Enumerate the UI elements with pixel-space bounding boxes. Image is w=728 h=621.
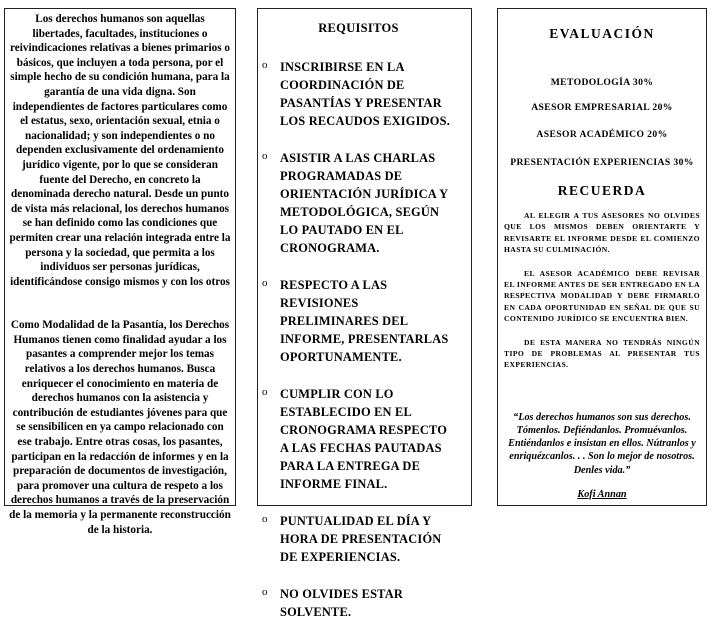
requirement-text: ASISTIR A LAS CHARLAS PROGRAMADAS DE ORIENTACIÓN JURÍDICA Y METODOLÓGICA, SEGÚN LO PAUTADO EN EL CRONOGRAMA. [280,151,448,255]
requirement-item [258,385,471,493]
left-panel [4,8,236,536]
requirement-item [258,276,471,366]
author-name: Kofi Annan [577,488,627,500]
remember-paragraph: DE ESTA MANERA NO TENDRÁS NINGÚN TIPO DE PROBLEMAS AL PRESENTAR TUS EXPERIENCIAS. [504,337,700,370]
remember-title: RECUERDA [557,183,647,198]
evaluation-item: METODOLOGÍA 30% [550,77,654,88]
bullet-icon: o [262,386,268,398]
requirement-item [258,512,471,566]
requirement-item [258,585,471,621]
requirement-text: RESPECTO A LAS REVISIONES PRELIMINARES DEL INFORME, PRESENTARLAS OPORTUNAMENTE. [280,278,449,364]
requirements-list [258,58,471,621]
requirement-text: PUNTUALIDAD EL DÍA Y HORA DE PRESENTACIÓN DE EXPERIENCIAS. [280,514,442,564]
requirement-text: INSCRIBIRSE EN LA COORDINACIÓN DE PASANTÍAS Y PRESENTAR LOS RECAUDOS EXIGIDOS. [280,60,450,128]
quote-author [498,489,706,500]
bullet-icon: o [262,277,268,289]
bullet-icon: o [262,586,268,598]
middle-panel [257,8,472,619]
requirement-item [258,149,471,257]
evaluation-item: ASESOR EMPRESARIAL 20% [531,102,673,113]
requirement-text: CUMPLIR CON LO ESTABLECIDO EN EL CRONOGRAMA RESPECTO A LAS FECHAS PAUTADAS PARA LA ENTREGA DE INFORME FINAL. [280,387,448,491]
evaluation-item: PRESENTACIÓN EXPERIENCIAS 30% [510,157,694,168]
right-panel [497,8,707,506]
bullet-icon: o [262,59,268,71]
evaluation-item: ASESOR ACADÉMICO 20% [536,129,668,140]
bullet-icon: o [262,150,268,162]
remember-paragraph: EL ASESOR ACADÉMICO DEBE REVISAR EL INFORME ANTES DE SER ENTREGADO EN LA RESPECTIVA MODALIDAD Y DEBE FIRMARLO EN CADA OPORTUNIDAD EN SEÑAL DE QUE SU CONTENIDO JURÍDICO SE ENCUENTRA BIEN. [504,268,700,324]
bullet-icon: o [262,513,268,525]
remember-paragraph: AL ELEGIR A TUS ASESORES NO OLVIDES QUE LOS MISMOS DEBEN ORIENTARTE Y REVISARTE EL INFORME DESDE EL COMIENZO HASTA SU CULMINACIÓN. [504,211,700,255]
modality-paragraph: Como Modalidad de la Pasantía, los Derechos Humanos tienen como finalidad ayudar a los pasantes a comprender mejor los temas relativos a los derechos humanos. Busca enriquecer el conocimiento en materia de derechos humanos con la asistencia y contribución de estudiantes jóvenes para que se sensibilicen en ya campo relacionado con ese trabajo. Entre otras cosas, los pasantes, participan en la redacción de informes y en la preparación de documentos de investigación, para promover una cultura de respeto a los derechos humanos a través de la preservación de la memoria y la permanente reconstrucción de la historia. [9,319,231,536]
intro-paragraph: Los derechos humanos son aquellas libertades, facultades, instituciones o reivindicaciones relativas a bienes primarios o básicos, que incluyen a toda persona, por el simple hecho de su condición humana, para la garantía de una vida digna. Son independientes de factores particulares como el estatus, sexo, orientación sexual, etnia o nacionalidad; y son independientes o no dependen exclusivamente del ordenamiento jurídico vigente, por lo que se consideran fuente del Derecho, en concreto la denominada derecho natural. Desde un punto de vista más relacional, los derechos humanos se han definido como las condiciones que permiten crear una relación integrada entre la persona y la sociedad, que permita a los individuos ser personas jurídicas, identificándose consigo mismos y con los otros [9,13,231,288]
requirement-text: NO OLVIDES ESTAR SOLVENTE. [280,587,404,619]
requirement-item [258,58,471,130]
kofi-annan-quote: “Los derechos humanos son sus derechos. Tómenlos. Defiéndanlos. Promuévanlos. Entiéndanlos e insistan en ellos. Nútranlos y enriquézcanlos. . . Son lo mejor de nosotros. Denles vida.” [508,411,696,476]
requirements-title: REQUISITOS [318,21,399,35]
evaluation-title: EVALUACIÓN [549,26,655,41]
